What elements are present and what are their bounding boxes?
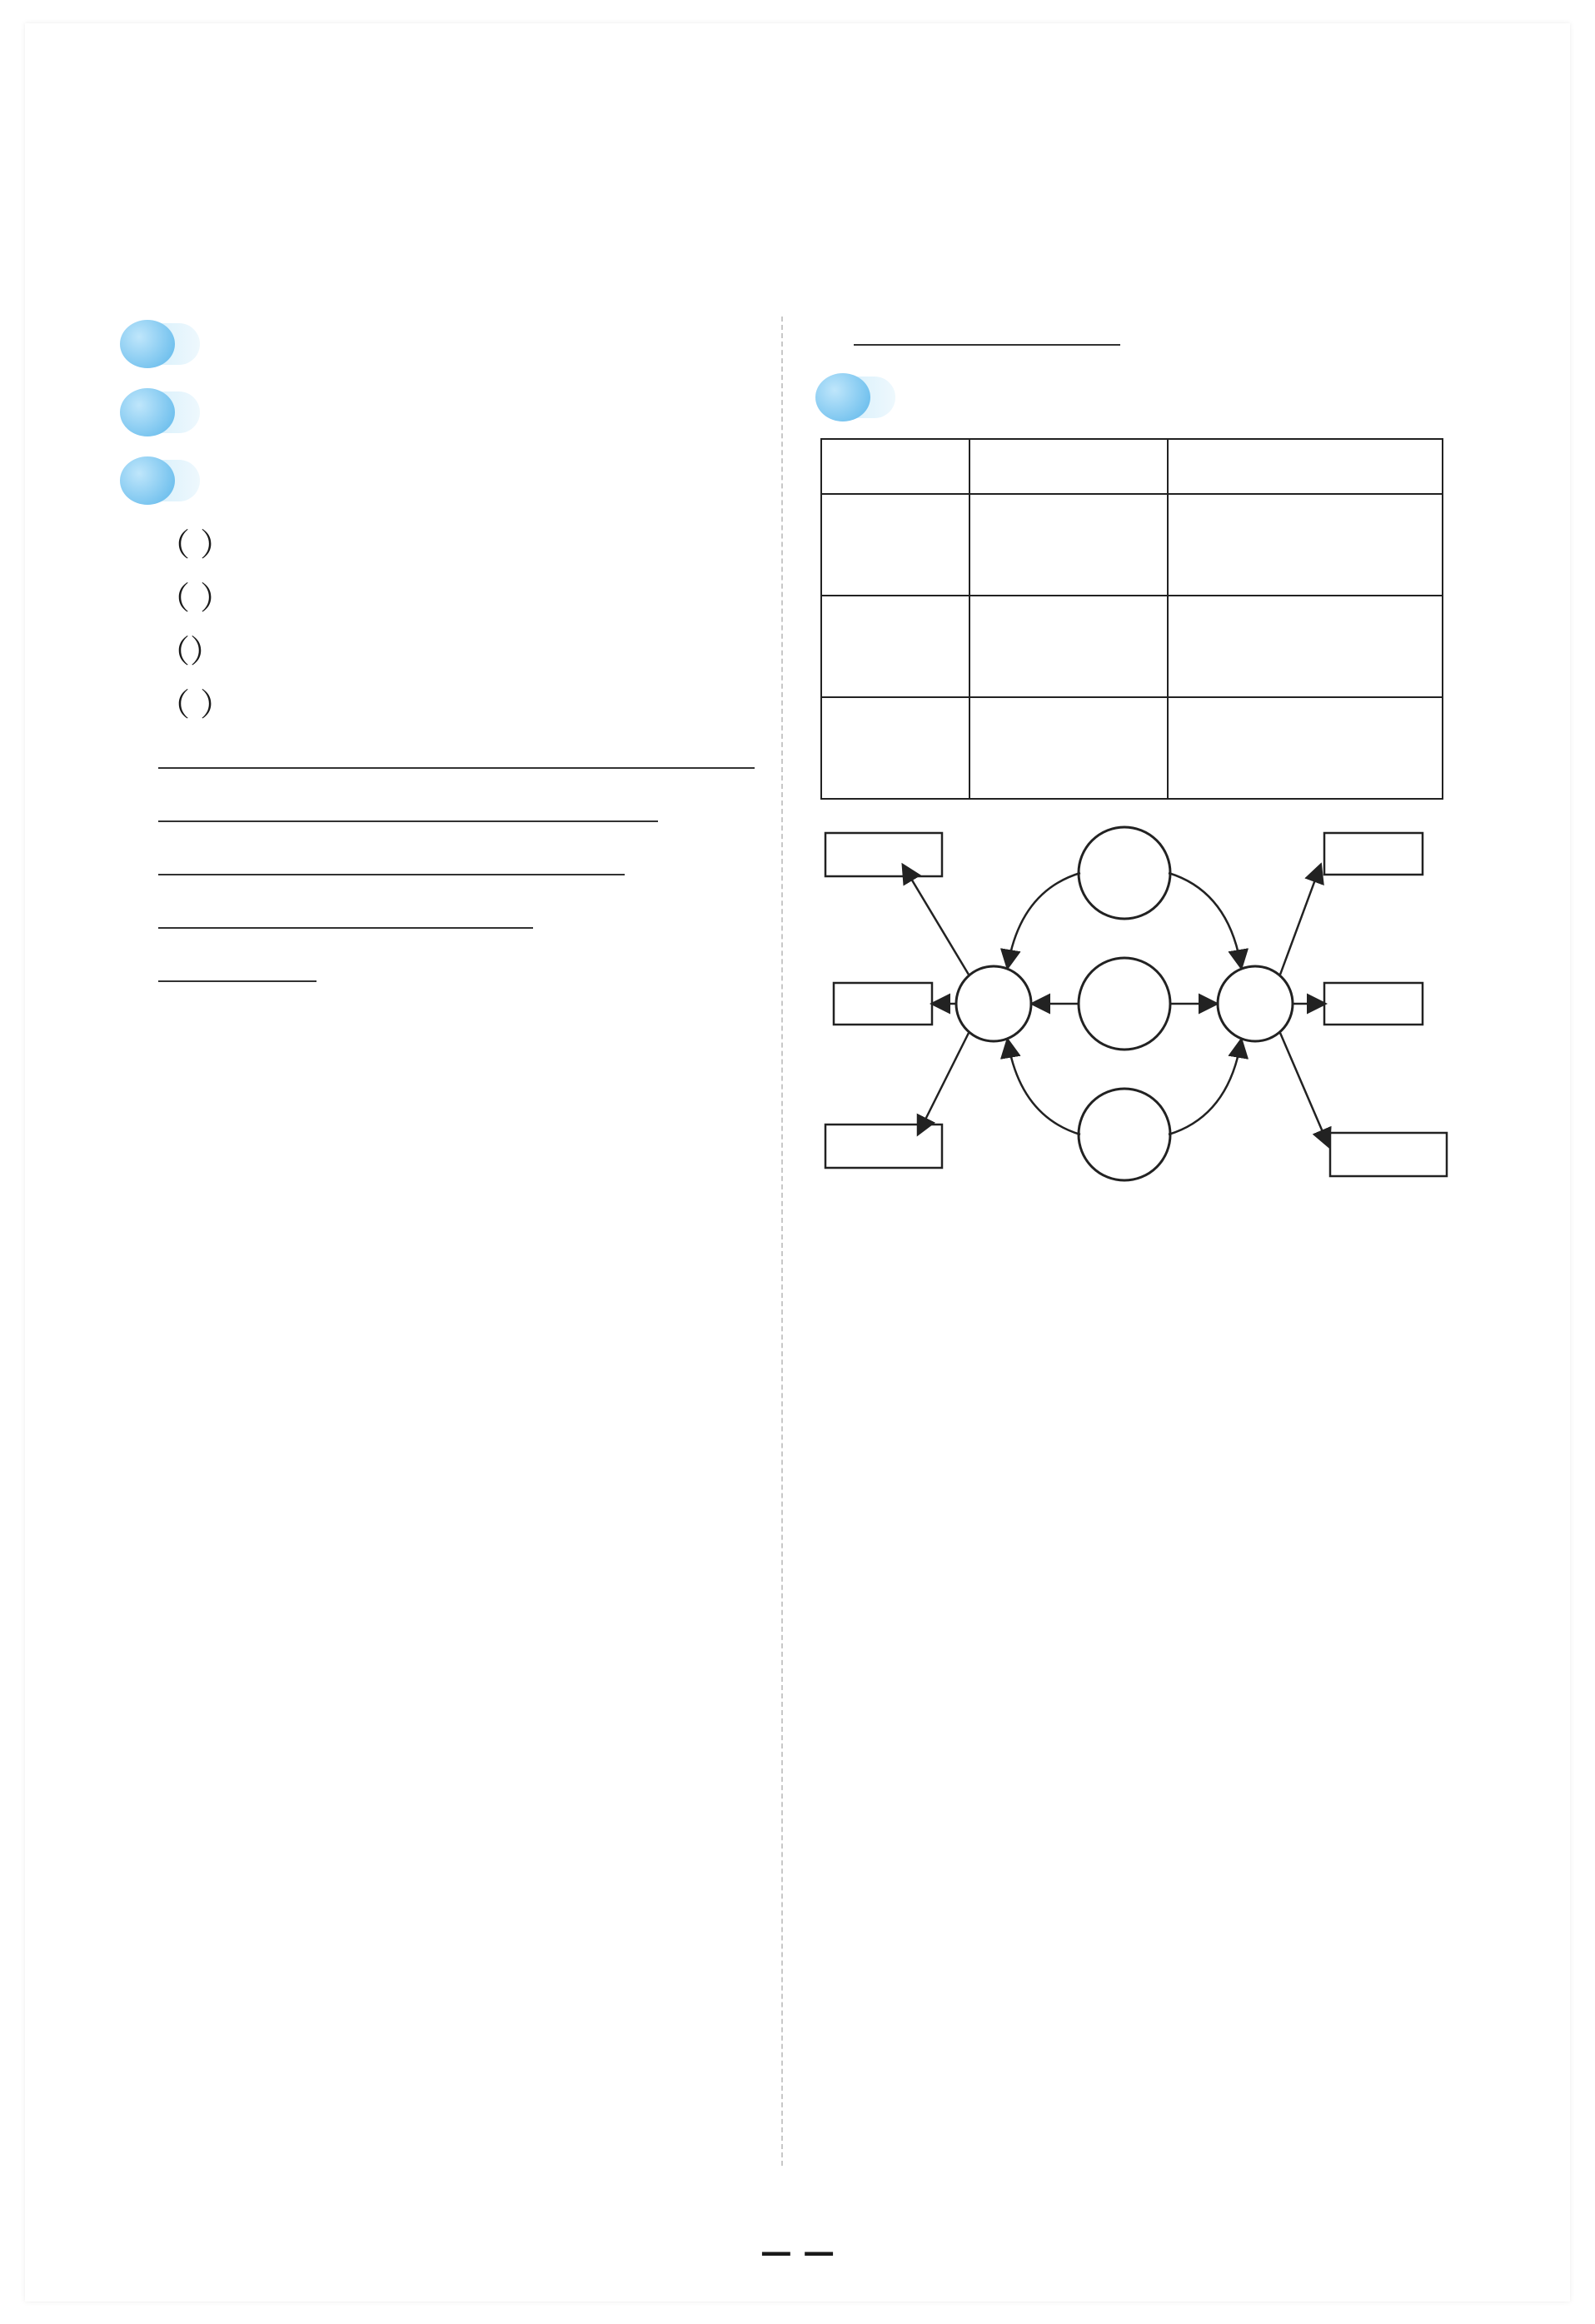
table-cell [1168,494,1443,596]
table-header [969,439,1168,494]
bottom-circle [1079,1089,1170,1180]
column-divider [781,317,783,2166]
bubble-icon [815,373,870,421]
answer-blank [854,344,995,346]
answer-blank [305,767,546,769]
section-header-goal [120,313,758,375]
song-row: （） [158,633,222,670]
answer-blank [158,927,250,929]
table-cell [1168,596,1443,697]
page-title [0,167,1595,219]
fill-3 [125,838,758,891]
bubble-icon [120,320,175,368]
table-row [821,596,1443,697]
section-header-process [815,367,1462,428]
table-cell [821,697,969,799]
section-header-prep [120,382,758,443]
fill-4 [125,891,758,945]
purchase-table [820,438,1443,800]
table-header [821,439,969,494]
table-cell [969,494,1168,596]
right-circle [1218,966,1293,1041]
table-row [821,494,1443,596]
song-row: （ ） [158,686,232,723]
box-bl [825,1125,942,1168]
box-tr [1324,833,1423,875]
left-circle [956,966,1031,1041]
table-header-row [821,439,1443,494]
diagram-svg [820,816,1462,1199]
answer-blank [158,820,658,822]
answer-blank [158,767,305,769]
fill-5 [125,945,758,998]
answer-blank [350,874,625,875]
bubble-icon [120,388,175,436]
answer-blank [158,874,350,875]
box-mr [1324,983,1423,1025]
page-number: — — [760,2232,835,2270]
answer-blank [546,767,755,769]
box-tl [825,833,942,876]
table-row [821,697,1443,799]
left-column [125,308,758,998]
section-header-warmup [120,450,758,511]
structure-diagram [820,816,1462,1199]
center-circle [1079,958,1170,1050]
song-row: （ ） [158,580,232,616]
fill-2 [125,785,758,838]
box-ml [834,983,932,1025]
table-header [1168,439,1443,494]
table-cell-answer [1168,697,1443,799]
song-row: （ ） [158,526,232,563]
answer-blank [995,344,1120,346]
box-br [1330,1133,1447,1176]
answer-blank [250,927,533,929]
table-cell [969,697,1168,799]
fill-6 [820,308,1462,362]
bubble-icon [120,456,175,505]
table-cell-answer [969,596,1168,697]
fill-1 [125,731,758,785]
answer-blank [158,980,317,982]
table-cell [821,596,969,697]
top-circle [1079,827,1170,919]
right-column [820,308,1462,1216]
table-cell [821,494,969,596]
